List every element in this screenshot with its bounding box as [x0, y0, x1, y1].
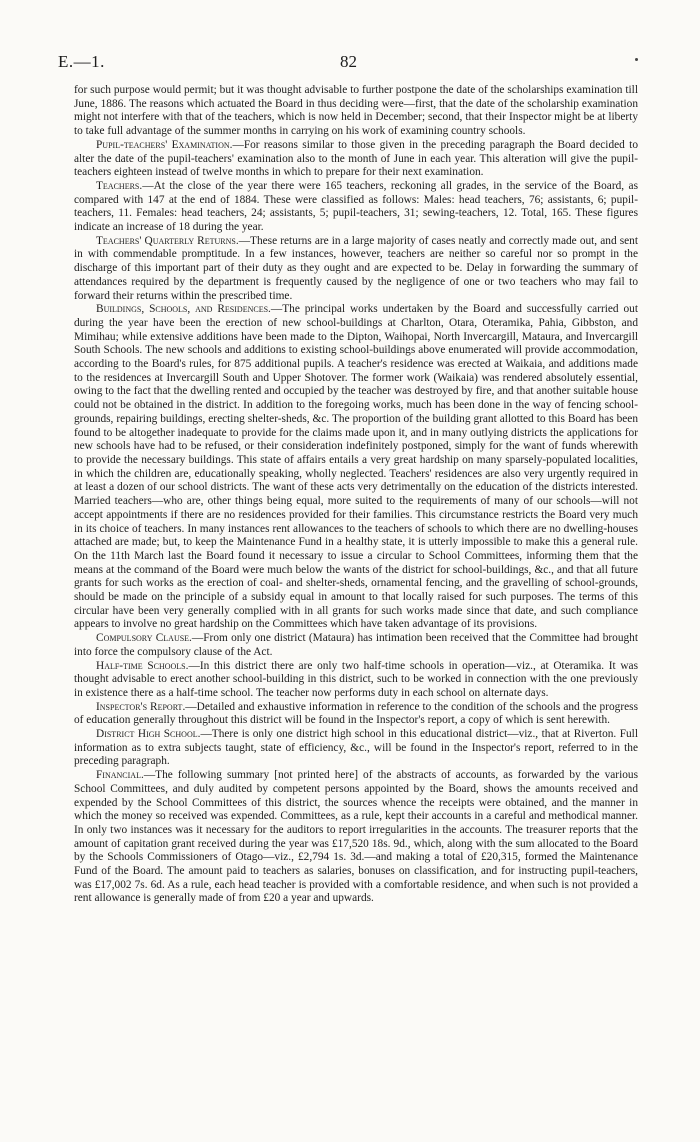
paragraph-teachers — [74, 180, 638, 235]
body-text — [74, 84, 638, 906]
paragraph-half-time-schools — [74, 660, 638, 701]
paragraph-text: —In this district there are only two half-time schools in operation—viz., at Oteramika. It was thought advisable to erect another school-building in this district, such to be worked in connection with the one previously in existence there as a half-time school. The teacher now performs duty in each school on alternate days. — [74, 659, 638, 699]
page-header — [58, 52, 638, 76]
paragraph-text: —From only one district (Mataura) has intimation been received that the Committee had brought into force the compulsory clause of the Act. — [74, 632, 639, 658]
paragraph-financial — [74, 769, 638, 906]
ink-speck — [635, 58, 638, 61]
paragraph-pupil-teachers-examination — [74, 139, 638, 180]
paragraph-text: —There is only one district high school in this educational district—viz., that at Riverton. Full information as to extra subjects taught, state of efficiency, &c., will be found in the Inspector's report, referred to in the preceding paragraph. — [74, 728, 638, 768]
paragraph-text: —The following summary [not printed here] of the abstracts of accounts, as forwarded by the various School Committees, and duly audited by competent persons appointed by the Board, shows the amounts received and expended by the School Committees of this district, the sources whence the receipts were obtained, and the manner in which the money so received was expended. Committees, as a rule, kept their accounts in a careful and methodical manner. In only two instances was it necessary for the auditors to report irregularities in the accounts. The treasurer reports that the amount of capitation grant received during the year was £17,520 18s. 9d., which, along with the sum allocated to the Board by the Schools Commissioners of Otago—viz., £2,794 1s. 3d.—and making a total of £20,315, formed the Maintenance Fund of the Board. The amount paid to teachers as salaries, bonuses on classification, and for instructing pupil-teachers, was £17,002 7s. 6d. As a rule, each head teacher is provided with a comfortable residence, and when such is not provided a rent allowance is generally made of from £20 a year and upwards. — [74, 769, 638, 905]
paragraph-heading: Compulsory Clause. — [96, 632, 192, 645]
paragraph-text: for such purpose would permit; but it was thought advisable to further postpone the date of the scholarships examination till June, 1886. The reasons which actuated the Board in thus deciding were—first, that the date of the scholarship examination might not interfere with that of the teachers, which is now held in December; second, that their Inspector might be at liberty to take full advantage of the summer months in carrying on his work of examining country schools. — [74, 84, 638, 138]
paragraph-heading: Pupil-teachers' Examination. — [96, 138, 233, 151]
paragraph-buildings — [74, 303, 638, 632]
paragraph-heading: District High School. — [96, 728, 201, 741]
paragraph-heading: Inspector's Report. — [96, 700, 186, 713]
paragraph-heading: Buildings, Schools, and Residences. — [96, 303, 271, 316]
paragraph-district-high-school — [74, 728, 638, 769]
paragraph-inspectors-report — [74, 701, 638, 728]
paragraph-heading: Half-time Schools. — [96, 659, 189, 672]
paragraph-text: —The principal works undertaken by the Board and successfully carried out during the year have been the erection of new school-buildings at Charlton, Otara, Oteramika, Pahia, Gibbston, and Mimihau; while extensive additions have been made to the Dipton, Waihopai, North Invercargill, Mataura, and Invercargill South Schools. The new schools and additions to existing school-buildings above enumerated will provide accommodation, according to the Board's rules, for 875 additional pupils. A teacher's residence was erected at Waikaia, and additions made to the residences at Invercargill South and Upper Shotover. The former work (Waikaia) was rendered absolutely essential, owing to the fact that the dwelling rented and occupied by the teacher was destroyed by fire, and that another suitable house could not be obtained in the district. In addition to the foregoing works, much has been done in the way of fencing school-grounds, repairing buildings, erecting shelter-sheds, &c. The proportion of the building grant allotted to this Board has been found to be altogether inadequate to provide for the claims made upon it, and in many outlying districts the applications for new schools have had to be refused, or their consideration indefinitely postponed, simply for the want of funds wherewith to provide the necessary buildings. This state of affairs entails a very great hardship on many sparsely-populated localities, in which the children are, educationally speaking, wholly neglected. Teachers' residences are also very urgently required in at least a dozen of our school districts. The want of these acts very detrimentally on the education of the districts interested. Married teachers—who are, other things being equal, more suited to the requirements of many of our schools—will not accept appointments if there are no residences provided for their families. This circumstance restricts the Board very much in its choice of teachers. In many instances rent allowances to the teachers of schools to which there are no dwelling-houses attached are made; but, to keep the Maintenance Fund in a healthy state, it is utterly impossible to make this a general rule. On the 11th March last the Board found it necessary to issue a circular to School Committees, informing them that the means at the command of the Board were much below the wants of the district for school-buildings, &c., and that all future grants for such works as the erection of coal- and shelter-sheds, ornamental fencing, and the gravelling of school-grounds, should be made on the principle of a subsidy equal in amount to that locally raised for such purposes. The terms of this circular have been very generally complied with in all grants for such works made since that date, and such compliance appears to involve no great hardship on the Committees which have taken advantage of its provisions. — [74, 303, 638, 631]
paragraph-text: —At the close of the year there were 165 teachers, reckoning all grades, in the service of the Board, as compared with 147 at the end of 1884. These were classified as follows: Males: head teachers, 76; assistants, 6; pupil-teachers, 11. Females: head teachers, 24; assistants, 5; pupil-teachers, 31; sewing-teachers, 12. Total, 165. These figures indicate an increase of 18 during the year. — [74, 179, 638, 234]
paragraph-text: —For reasons similar to those given in the preceding paragraph the Board decided to alter the date of the pupil-teachers' examination also to the month of June in each year. This alteration will give the pupil-teachers eighteen instead of twelve months in which to prepare for their next examination. — [74, 138, 638, 179]
page-number: 82 — [340, 52, 357, 71]
paragraph-scholarships-continued — [74, 84, 638, 139]
paragraph-text: —These returns are in a large majority of cases neatly and correctly made out, and sent in with commendable promptitude. In a few instances, however, teachers are neither so careful nor so prompt in the discharge of this important part of their duty as they ought and are expected to be. Delay in forwarding the summary of attendances required by the department is frequently caused by the negligence of one or two teachers who may fail to forward their returns within the prescribed time. — [74, 234, 638, 302]
document-reference: E.—1. — [58, 52, 105, 71]
paragraph-heading: Financial. — [96, 769, 144, 782]
paragraph-heading: Teachers. — [96, 179, 143, 192]
paragraph-quarterly-returns — [74, 235, 638, 304]
paragraph-text: —Detailed and exhaustive information in reference to the condition of the schools and the progress of education generally throughout this district will be found in the Inspector's report, a copy of which is sent herewith. — [74, 700, 638, 727]
paragraph-compulsory-clause — [74, 632, 638, 659]
paragraph-heading: Teachers' Quarterly Returns. — [96, 234, 239, 247]
